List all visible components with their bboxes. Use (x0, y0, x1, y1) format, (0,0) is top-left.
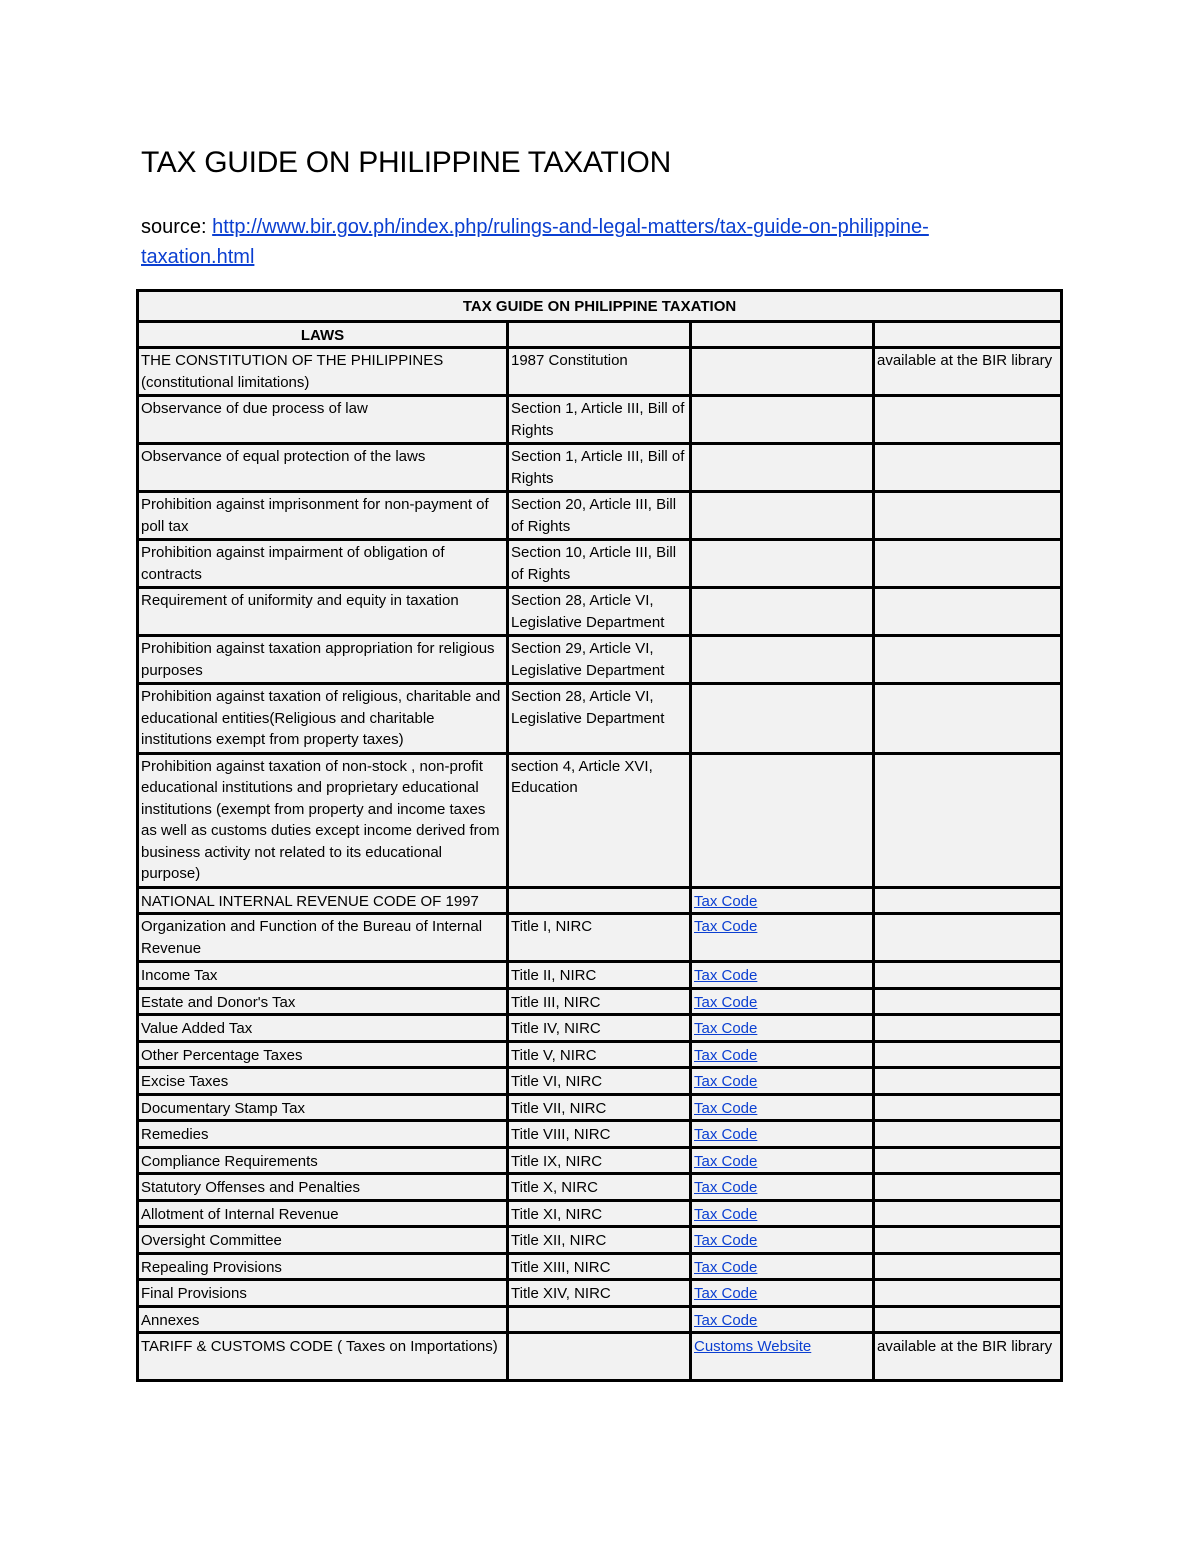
cell-law: Allotment of Internal Revenue (138, 1200, 508, 1227)
cell-reference: 1987 Constitution (508, 348, 691, 396)
cell-availability (874, 684, 1062, 754)
table-row (138, 753, 1062, 887)
cell-reference (508, 887, 691, 914)
cell-law: Excise Taxes (138, 1068, 508, 1095)
cell-law: Observance of due process of law (138, 396, 508, 444)
cell-link (691, 636, 874, 684)
cell-availability (874, 962, 1062, 989)
tax-code-link[interactable]: Tax Code (694, 967, 758, 984)
table-row (138, 1147, 1062, 1174)
table-row (138, 348, 1062, 396)
cell-link (691, 1068, 874, 1095)
cell-availability (874, 753, 1062, 887)
cell-availability (874, 1306, 1062, 1333)
table-row (138, 988, 1062, 1015)
table-row (138, 1333, 1062, 1381)
cell-link (691, 588, 874, 636)
table-row (138, 1068, 1062, 1095)
tax-code-link[interactable]: Tax Code (694, 993, 758, 1011)
cell-availability (874, 492, 1062, 540)
cell-link (691, 1015, 874, 1042)
cell-availability: available at the BIR library (874, 1333, 1062, 1381)
cell-availability (874, 1147, 1062, 1174)
table-header-row (138, 321, 1062, 348)
cell-availability (874, 588, 1062, 636)
document-title: TAX GUIDE ON PHILIPPINE TAXATION (141, 146, 671, 179)
header-reference (508, 321, 691, 348)
cell-reference: Section 10, Article III, Bill of Rights (508, 540, 691, 588)
cell-reference: Title XIII, NIRC (508, 1253, 691, 1280)
tax-code-link[interactable]: Tax Code (694, 1099, 758, 1117)
cell-law: Oversight Committee (138, 1227, 508, 1254)
table-row (138, 1094, 1062, 1121)
cell-reference: Title XII, NIRC (508, 1227, 691, 1254)
cell-law: THE CONSTITUTION OF THE PHILIPPINES (constitutional limitations) (138, 348, 508, 396)
table-row (138, 1253, 1062, 1280)
table-row (138, 1200, 1062, 1227)
cell-law: TARIFF & CUSTOMS CODE ( Taxes on Importations) (138, 1333, 508, 1381)
cell-reference: Section 1, Article III, Bill of Rights (508, 444, 691, 492)
cell-link (691, 753, 874, 887)
cell-reference: Title IV, NIRC (508, 1015, 691, 1042)
cell-availability (874, 1041, 1062, 1068)
cell-law: Other Percentage Taxes (138, 1041, 508, 1068)
cell-availability (874, 1280, 1062, 1307)
table-row (138, 396, 1062, 444)
cell-reference: Title I, NIRC (508, 914, 691, 962)
cell-link (691, 962, 874, 989)
cell-link (691, 1121, 874, 1148)
table-title-row (138, 291, 1062, 322)
cell-link (691, 1147, 874, 1174)
cell-law: NATIONAL INTERNAL REVENUE CODE OF 1997 (138, 887, 508, 914)
cell-link (691, 684, 874, 754)
cell-law: Prohibition against impairment of obligation of contracts (138, 540, 508, 588)
cell-reference: Section 29, Article VI, Legislative Department (508, 636, 691, 684)
tax-code-link[interactable]: Tax Code (694, 1152, 758, 1170)
cell-reference: Section 28, Article VI, Legislative Department (508, 588, 691, 636)
cell-link (691, 1174, 874, 1201)
cell-link (691, 1306, 874, 1333)
header-link (691, 321, 874, 348)
cell-reference: Title XIV, NIRC (508, 1280, 691, 1307)
cell-link (691, 444, 874, 492)
table-row (138, 540, 1062, 588)
cell-reference: Section 20, Article III, Bill of Rights (508, 492, 691, 540)
cell-reference: Title II, NIRC (508, 962, 691, 989)
table-row (138, 636, 1062, 684)
tax-code-link[interactable]: Tax Code (694, 1179, 758, 1196)
cell-law: Prohibition against imprisonment for non-payment of poll tax (138, 492, 508, 540)
table-row (138, 492, 1062, 540)
tax-code-link[interactable]: Tax Code (694, 1311, 758, 1329)
cell-law: Prohibition against taxation of religious, charitable and educational entities(Religious and charitable institutions exempt from property taxes) (138, 684, 508, 754)
cell-law: Prohibition against taxation appropriation for religious purposes (138, 636, 508, 684)
cell-law: Requirement of uniformity and equity in taxation (138, 588, 508, 636)
cell-reference: Title V, NIRC (508, 1041, 691, 1068)
cell-availability (874, 914, 1062, 962)
table-row (138, 887, 1062, 914)
tax-code-link[interactable]: Customs Website (694, 1338, 812, 1355)
cell-link (691, 914, 874, 962)
table-row (138, 914, 1062, 962)
cell-link (691, 1253, 874, 1280)
cell-link (691, 1200, 874, 1227)
cell-link (691, 540, 874, 588)
cell-link (691, 348, 874, 396)
cell-reference: Title III, NIRC (508, 988, 691, 1015)
cell-reference: Title IX, NIRC (508, 1147, 691, 1174)
cell-link (691, 1333, 874, 1381)
cell-availability (874, 636, 1062, 684)
cell-link (691, 396, 874, 444)
tax-code-link[interactable]: Tax Code (694, 1232, 758, 1249)
cell-reference: Title X, NIRC (508, 1174, 691, 1201)
cell-law: Remedies (138, 1121, 508, 1148)
cell-law: Observance of equal protection of the laws (138, 444, 508, 492)
source-label: source: (141, 216, 207, 238)
cell-availability (874, 1094, 1062, 1121)
cell-law: Value Added Tax (138, 1015, 508, 1042)
table-row (138, 1280, 1062, 1307)
cell-availability (874, 396, 1062, 444)
cell-availability (874, 1174, 1062, 1201)
cell-link (691, 887, 874, 914)
tax-code-link[interactable]: Tax Code (694, 1073, 758, 1090)
cell-availability (874, 1121, 1062, 1148)
cell-law: Prohibition against taxation of non-stock , non-profit educational institutions and proprietary educational institutions (exempt from property and income taxes as well as customs duties except income derived from business activity not related to its educational purpose) (138, 753, 508, 887)
cell-reference: section 4, Article XVI, Education (508, 753, 691, 887)
tax-code-link[interactable]: Tax Code (694, 892, 758, 910)
tax-code-link[interactable]: Tax Code (694, 1046, 758, 1064)
cell-reference (508, 1333, 691, 1381)
cell-link (691, 1094, 874, 1121)
cell-availability (874, 1015, 1062, 1042)
table-row (138, 1121, 1062, 1148)
table-row (138, 588, 1062, 636)
cell-law: Organization and Function of the Bureau of Internal Revenue (138, 914, 508, 962)
header-laws: LAWS (138, 321, 508, 348)
table-row (138, 1306, 1062, 1333)
table-row (138, 1227, 1062, 1254)
cell-availability (874, 1200, 1062, 1227)
cell-law: Documentary Stamp Tax (138, 1094, 508, 1121)
table-row (138, 444, 1062, 492)
cell-reference: Title VII, NIRC (508, 1094, 691, 1121)
cell-link (691, 492, 874, 540)
cell-availability (874, 1068, 1062, 1095)
tax-code-link[interactable]: Tax Code (694, 1258, 758, 1276)
cell-availability (874, 444, 1062, 492)
tax-code-link[interactable]: Tax Code (694, 1205, 758, 1223)
cell-law: Estate and Donor's Tax (138, 988, 508, 1015)
cell-reference: Title XI, NIRC (508, 1200, 691, 1227)
cell-reference: Section 1, Article III, Bill of Rights (508, 396, 691, 444)
table-row (138, 684, 1062, 754)
tax-guide-table (136, 289, 1063, 1382)
cell-link (691, 1227, 874, 1254)
cell-law: Compliance Requirements (138, 1147, 508, 1174)
tax-code-link[interactable]: Tax Code (694, 918, 758, 935)
cell-law: Statutory Offenses and Penalties (138, 1174, 508, 1201)
header-availability (874, 321, 1062, 348)
tax-code-link[interactable]: Tax Code (694, 1126, 758, 1143)
cell-link (691, 988, 874, 1015)
cell-availability (874, 1253, 1062, 1280)
cell-availability (874, 540, 1062, 588)
source-link[interactable]: http://www.bir.gov.ph/index.php/rulings-and-legal-matters/tax-guide-on-philippine-taxation.html (141, 216, 929, 268)
source-line (141, 212, 981, 272)
tax-code-link[interactable]: Tax Code (694, 1285, 758, 1302)
cell-law: Repealing Provisions (138, 1253, 508, 1280)
cell-law: Annexes (138, 1306, 508, 1333)
table-row (138, 1174, 1062, 1201)
table-row (138, 1015, 1062, 1042)
table-title: TAX GUIDE ON PHILIPPINE TAXATION (138, 291, 1062, 322)
table-row (138, 962, 1062, 989)
cell-reference: Title VI, NIRC (508, 1068, 691, 1095)
cell-link (691, 1280, 874, 1307)
cell-availability (874, 887, 1062, 914)
cell-reference (508, 1306, 691, 1333)
cell-reference: Section 28, Article VI, Legislative Department (508, 684, 691, 754)
cell-law: Final Provisions (138, 1280, 508, 1307)
tax-code-link[interactable]: Tax Code (694, 1020, 758, 1037)
cell-availability: available at the BIR library (874, 348, 1062, 396)
cell-link (691, 1041, 874, 1068)
cell-law: Income Tax (138, 962, 508, 989)
table-row (138, 1041, 1062, 1068)
cell-reference: Title VIII, NIRC (508, 1121, 691, 1148)
cell-availability (874, 1227, 1062, 1254)
cell-availability (874, 988, 1062, 1015)
